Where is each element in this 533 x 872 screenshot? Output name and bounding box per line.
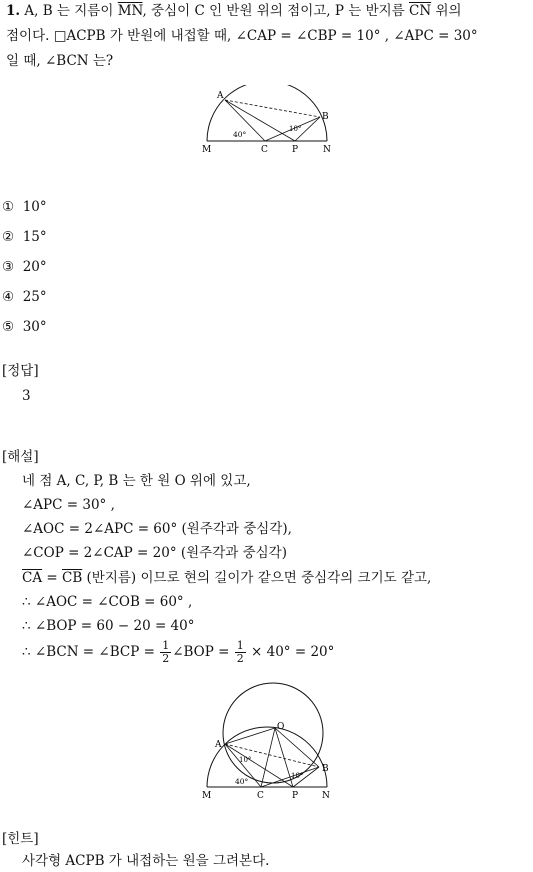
angle-40: 40° [235,777,249,786]
label-n: N [323,145,331,155]
choice-mark: ① [2,199,15,215]
choice-value: 25° [22,289,47,305]
circle-o-arc [223,683,323,783]
solution-line-8 [22,638,334,666]
angle-10: 10° [289,125,302,133]
label-o: O [277,722,285,732]
choice-1[interactable] [2,198,47,216]
choice-2[interactable] [2,228,47,246]
problem-text-1a: A, B 는 지름이 [24,3,118,19]
solution-line-8b: ∠BOP = [172,644,234,660]
label-a: A [217,91,224,101]
choice-mark: ④ [2,289,15,305]
solution-line-5 [22,569,431,587]
label-c: C [261,145,268,155]
label-p: P [292,145,299,155]
choice-3[interactable] [2,258,47,276]
label-p: P [292,791,299,801]
choice-mark: ⑤ [2,319,15,335]
choice-mark: ② [2,229,15,245]
solution-line-8a: ∴ ∠BCN = ∠BCP = [22,644,160,660]
fraction-numerator: 1 [162,639,170,652]
solution-line-7: ∴ ∠BOP = 60 − 20 = 40° [22,618,195,634]
choice-mark: ③ [2,259,15,275]
solution-line-4: ∠COP = 2∠CAP = 20° (원주각과 중심각) [22,545,287,561]
hint-header: [힌트] [2,831,39,847]
problem-text-1c: 위의 [431,3,462,19]
choice-4[interactable] [2,288,47,306]
solution-line-2: ∠APC = 30° , [22,497,115,513]
choice-value: 30° [22,319,47,335]
choice-value: 20° [22,259,47,275]
equals: = [42,570,62,586]
choice-value: 10° [22,199,47,215]
solution-line-8c: × 40° = 20° [246,644,335,660]
fraction-half-1 [160,640,171,665]
angle-10-b: 10° [291,772,304,780]
label-n: N [322,791,330,801]
solution-header: [해설] [2,449,39,465]
semicircle-arc [207,85,327,141]
label-b: B [322,764,329,774]
segment-oc [261,728,275,787]
problem-number: 1. [6,3,21,19]
problem-line-3: 일 때, ∠BCN 는? [6,53,114,69]
segment-cb: $\overline{CB}$ [62,570,83,586]
segment-ca: $\overline{CA}$ [22,570,43,586]
figure-semicircle [195,85,345,155]
problem-line-2: 점이다. □ACPB 가 반원에 내접할 때, ∠CAP = ∠CBP = 10° , ∠APC = 30° [6,28,478,44]
solution-line-3: ∠AOC = 2∠APC = 60° (원주각과 중심각), [22,521,292,537]
label-m: M [202,145,212,155]
problem-line-1 [6,2,462,20]
segment-oa [225,728,275,744]
label-c: C [257,791,264,801]
label-a: A [215,740,222,750]
fraction-half-2 [235,640,246,665]
fraction-denominator: 2 [236,652,244,665]
choice-5[interactable] [2,318,47,336]
segment-mn: $\overline{MN}$ [117,3,143,19]
angle-10-a: 10° [239,756,252,764]
angle-40: 40° [233,130,247,139]
problem-text-1b: , 중심이 C 인 반원 위의 점이고, P 는 반지름 [142,3,409,19]
solution-line-5-rest: (반지름) 이므로 현의 길이가 같으면 중심각의 크기도 같고, [82,570,432,586]
figure-circumcircle [195,680,345,805]
fraction-numerator: 1 [236,639,244,652]
hint-text: 사각형 ACPB 가 내접하는 원을 그려본다. [22,853,270,869]
segment-cn: $\overline{CN}$ [409,3,432,19]
label-m: M [202,791,212,801]
solution-line-1: 네 점 A, C, P, B 는 한 원 O 위에 있고, [22,473,251,489]
choice-value: 15° [22,229,47,245]
answer-value: 3 [22,388,31,404]
semicircle-arc [207,727,327,787]
fraction-denominator: 2 [162,652,170,665]
label-b: B [322,112,329,122]
solution-line-6: ∴ ∠AOC = ∠COB = 60° , [22,594,193,610]
answer-header: [정답] [2,363,39,379]
